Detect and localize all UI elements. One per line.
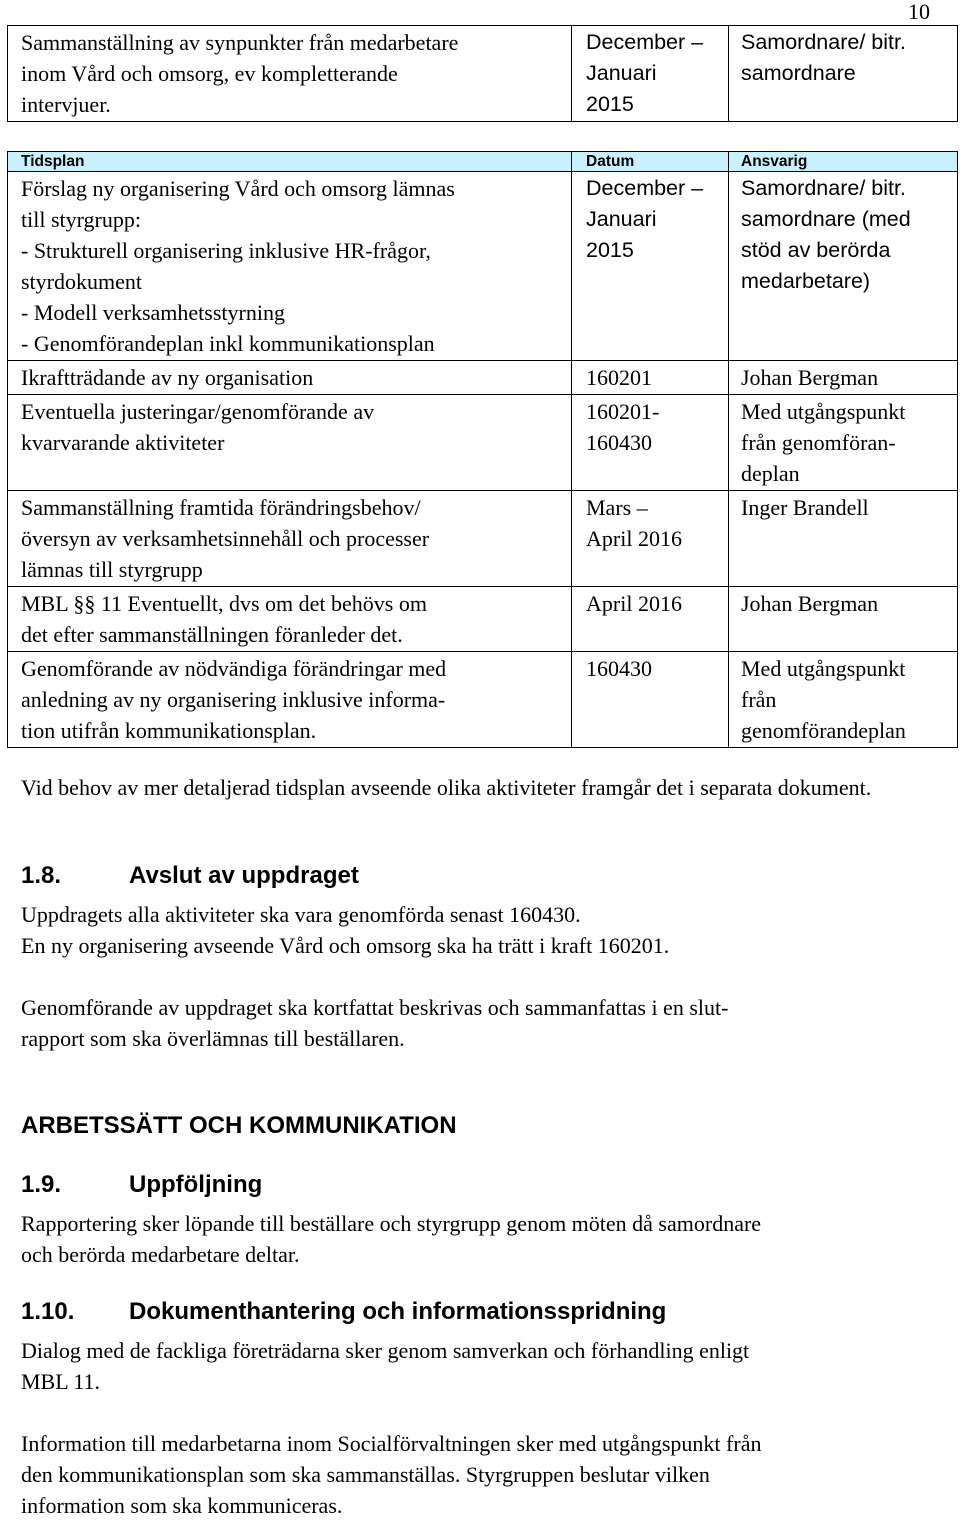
information-paragraph <box>21 1428 946 1521</box>
table-row <box>8 652 958 748</box>
responsible-line: medarbetare) <box>741 269 871 293</box>
report-paragraph <box>21 992 946 1054</box>
date-line: December – <box>586 176 704 200</box>
section-heading-1-8 <box>21 861 359 891</box>
responsible-cell <box>729 172 958 361</box>
paragraph-line: Genomförande av uppdraget ska kortfattat beskrivas och sammanfattas i en slut- <box>21 995 729 1020</box>
responsible-line: samordnare <box>741 61 856 85</box>
paragraph-line: Dialog med de fackliga företrädarna sker genom samverkan och förhandling enligt <box>21 1338 750 1363</box>
responsible-line: från genomföran- <box>741 430 896 455</box>
activity-line: anledning av ny organisering inklusive informa- <box>21 687 446 712</box>
section-heading-1-10 <box>21 1297 666 1327</box>
date-line: December – <box>586 30 704 54</box>
activity-line: - Strukturell organisering inklusive HR-frågor, <box>21 238 431 263</box>
activity-line: Förslag ny organisering Vård och omsorg lämnas <box>21 176 455 201</box>
activity-line: översyn av verksamhetsinnehåll och processer <box>21 526 430 551</box>
activity-cell <box>8 587 572 652</box>
paragraph-line: rapport som ska överlämnas till beställaren. <box>21 1026 405 1051</box>
schedule-table <box>7 151 958 748</box>
activity-line: inom Vård och omsorg, ev kompletterande <box>21 61 398 86</box>
responsible-cell <box>729 395 958 491</box>
table-row <box>8 491 958 587</box>
followup-paragraph <box>21 1208 946 1270</box>
activity-cell <box>8 361 572 395</box>
responsible-line: deplan <box>741 461 800 486</box>
section-title: Avslut av uppdraget <box>129 862 359 889</box>
activity-line: till styrgrupp: <box>21 207 141 232</box>
date-line: 2015 <box>586 238 634 262</box>
chapter-heading: ARBETSSÄTT OCH KOMMUNIKATION <box>21 1112 457 1139</box>
date-line: April 2016 <box>586 591 682 616</box>
date-cell <box>572 172 729 361</box>
paragraph-line: MBL 11. <box>21 1369 101 1394</box>
date-line: 160201 <box>586 365 652 390</box>
table-row <box>8 395 958 491</box>
date-line: Mars – <box>586 495 648 520</box>
activity-line: intervjuer. <box>21 92 111 117</box>
top-activity-table <box>7 25 958 122</box>
section-title: Uppföljning <box>129 1171 263 1198</box>
responsible-line: från <box>741 687 777 712</box>
section-heading-1-9 <box>21 1170 262 1200</box>
date-line: 2015 <box>586 92 634 116</box>
responsible-cell <box>729 26 958 122</box>
activity-line: Eventuella justeringar/genomförande av <box>21 399 375 424</box>
paragraph-line: och berörda medarbetare deltar. <box>21 1242 300 1267</box>
activity-cell <box>8 172 572 361</box>
activity-cell <box>8 652 572 748</box>
page-number: 10 <box>908 0 930 24</box>
activity-line: lämnas till styrgrupp <box>21 557 203 582</box>
paragraph-line: Rapportering sker löpande till beställare och styrgrupp genom möten då samordnare <box>21 1211 762 1236</box>
activity-line: - Genomförandeplan inkl kommunikationsplan <box>21 331 435 356</box>
activity-cell <box>8 395 572 491</box>
activity-line: - Modell verksamhetsstyrning <box>21 300 285 325</box>
responsible-cell <box>729 361 958 395</box>
paragraph-line: En ny organisering avseende Vård och omsorg ska ha trätt i kraft 160201. <box>21 933 670 958</box>
table-row <box>8 172 958 361</box>
responsible-line: Samordnare/ bitr. <box>741 30 906 54</box>
activity-line: MBL §§ 11 Eventuellt, dvs om det behövs om <box>21 591 427 616</box>
paragraph-line: den kommunikationsplan som ska sammanställas. Styrgruppen beslutar vilken <box>21 1462 710 1487</box>
paragraph-line: Uppdragets alla aktiviteter ska vara genomförda senast 160430. <box>21 902 581 927</box>
activity-line: Sammanställning framtida förändringsbehov/ <box>21 495 421 520</box>
schedule-note: Vid behov av mer detaljerad tidsplan avseende olika aktiviteter framgår det i separata dokument. <box>21 775 872 800</box>
section-number: 1.8. <box>21 862 62 889</box>
paragraph-line: Information till medarbetarna inom Socialförvaltningen sker med utgångspunkt från <box>21 1431 762 1456</box>
date-line: 160430 <box>586 430 652 455</box>
date-line: 160201- <box>586 399 660 424</box>
activity-line: tion utifrån kommunikationsplan. <box>21 718 317 743</box>
date-line: April 2016 <box>586 526 682 551</box>
responsible-line: Johan Bergman <box>741 365 879 390</box>
responsible-line: Inger Brandell <box>741 495 869 520</box>
date-cell <box>572 652 729 748</box>
schedule-header-row <box>8 152 958 172</box>
responsible-cell <box>729 652 958 748</box>
completion-paragraph <box>21 899 946 961</box>
activity-cell <box>8 491 572 587</box>
date-line: Januari <box>586 61 657 85</box>
date-cell <box>572 361 729 395</box>
activity-line: styrdokument <box>21 269 142 294</box>
date-cell <box>572 491 729 587</box>
date-cell <box>572 395 729 491</box>
section-number: 1.10. <box>21 1298 75 1325</box>
section-number: 1.9. <box>21 1171 62 1198</box>
responsible-line: stöd av berörda <box>741 238 891 262</box>
header-tidsplan: Tidsplan <box>8 152 572 172</box>
date-line: 160430 <box>586 656 652 681</box>
date-cell <box>572 26 729 122</box>
header-ansvarig: Ansvarig <box>729 152 958 172</box>
date-cell <box>572 587 729 652</box>
responsible-line: samordnare (med <box>741 207 911 231</box>
responsible-line: Johan Bergman <box>741 591 879 616</box>
activity-line: Genomförande av nödvändiga förändringar med <box>21 656 447 681</box>
table-row <box>8 587 958 652</box>
responsible-line: Med utgångspunkt <box>741 656 906 681</box>
section-title: Dokumenthantering och informationsspridning <box>129 1298 667 1325</box>
responsible-line: Samordnare/ bitr. <box>741 176 906 200</box>
activity-line: Ikraftträdande av ny organisation <box>21 365 314 390</box>
table-row <box>8 26 958 122</box>
header-datum: Datum <box>572 152 729 172</box>
activity-line: Sammanställning av synpunkter från medarbetare <box>21 30 459 55</box>
responsible-cell <box>729 587 958 652</box>
table-row <box>8 361 958 395</box>
activity-line: kvarvarande aktiviteter <box>21 430 225 455</box>
paragraph-line: information som ska kommuniceras. <box>21 1493 343 1518</box>
date-line: Januari <box>586 207 657 231</box>
responsible-line: genomförandeplan <box>741 718 906 743</box>
responsible-line: Med utgångspunkt <box>741 399 906 424</box>
activity-line: det efter sammanställningen föranleder det. <box>21 622 403 647</box>
activity-cell <box>8 26 572 122</box>
dialog-paragraph <box>21 1335 946 1397</box>
responsible-cell <box>729 491 958 587</box>
